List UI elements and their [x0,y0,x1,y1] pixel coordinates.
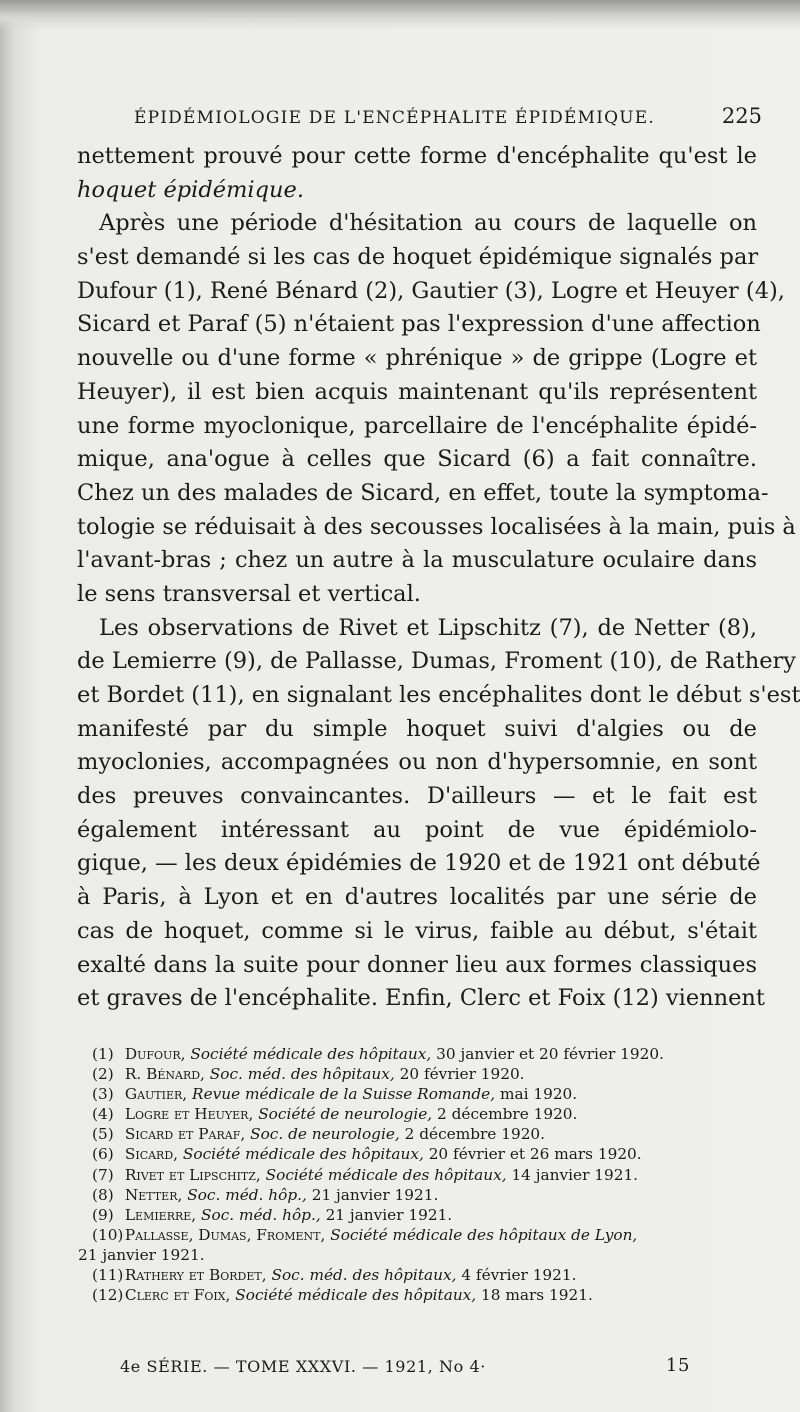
footnote [78,1104,760,1124]
footnote-continuation [78,1245,760,1265]
text-line: Heuyer), il est bien acquis maintenant qu'ils représentent [77,378,757,405]
footnote-author: Gautier, [124,1085,188,1104]
footnote-author: Dufour, [124,1045,186,1063]
footnote-number: (12) [92,1286,124,1305]
footnote [78,1044,760,1064]
footnote-date: 20 février et 26 mars 1920. [428,1145,642,1164]
text-line: l'avant-bras ; chez un autre à la musculature oculaire dans [77,547,757,574]
footnote [78,1084,760,1104]
footnote [78,1185,760,1205]
text-line: une forme myoclonique, parcellaire de l'encéphalite épidé- [77,412,757,439]
footnote-date: 2 décembre 1920. [404,1125,546,1144]
body-text [77,140,800,1016]
footnote-author: Lemierre, [124,1205,197,1224]
series-info: 4e SÉRIE. — TOME XXXVI. — 1921, No 4· [120,1357,486,1376]
footnote-date: 18 mars 1921. [481,1286,593,1305]
footnote [78,1144,760,1164]
footnote-author: Sicard, [124,1145,179,1164]
footnote-author: Netter, [124,1185,183,1204]
text-line: et graves de l'encéphalite. Enfin, Clerc et Foix (12) viennent [77,985,765,1012]
footnote-author: Pallasse, Dumas, Froment, [124,1225,326,1244]
footnote-date: 2 décembre 1920. [437,1105,578,1124]
footnote-number: (9) [92,1205,114,1224]
text-line: des preuves convaincantes. D'ailleurs — et le fait est [77,783,757,810]
text-line: à Paris, à Lyon et en d'autres localités par une série de [77,884,757,911]
footnote-date: 30 janvier et 20 février 1920. [436,1045,664,1063]
footnote-author: Logre et Heuyer, [124,1105,254,1124]
text-line: nettement prouvé pour cette forme d'encéphalite qu'est le [77,143,757,169]
footnote-author: Sicard et Paraf, [124,1125,246,1144]
page-number: 225 [721,104,762,128]
running-title: ÉPIDÉMIOLOGIE DE L'ENCÉPHALITE ÉPIDÉMIQUE. [134,108,656,128]
footnote-source: Soc. méd. des hôpitaux, [271,1266,457,1285]
text-line: hoquet épidémique. [77,176,304,203]
footnote-number: (11) [92,1266,124,1285]
footnote-source: Revue médicale de la Suisse Romande, [192,1085,496,1104]
text-line: Dufour (1), René Bénard (2), Gautier (3), Logre et Heuyer (4), [77,277,785,304]
footnote-source: Soc. méd. hôp., [201,1205,321,1224]
footnote-author: R. Bénard, [124,1065,205,1084]
footnote-source: Société de neurologie, [258,1105,433,1124]
text-line: Les observations de Rivet et Lipschitz (7), de Netter (8), [99,614,757,641]
footnote [78,1124,760,1144]
footnote [78,1064,760,1084]
text-line: nouvelle ou d'une forme « phrénique » de grippe (Logre et [77,345,757,372]
text-line: gique, — les deux épidémies de 1920 et de 1921 ont débuté [77,850,761,877]
footnote-date: 4 février 1921. [461,1266,577,1285]
footnote-source: Soc. de neurologie, [250,1125,400,1144]
text-line: myoclonies, accompagnées ou non d'hypersomnie, en sont [77,749,757,776]
footnote-date: 20 février 1920. [399,1065,525,1084]
footnote-source: Société médicale des hôpitaux, [182,1145,424,1164]
footnote [78,1265,760,1285]
footnote [78,1205,760,1225]
text-line: s'est demandé si les cas de hoquet épidémique signalés par [77,244,759,271]
footnote [78,1225,760,1245]
footnote-author: Rathery et Bordet, [124,1266,267,1285]
footnote-date: 21 janvier 1921. [311,1185,439,1204]
footnote-source: Société médicale des hôpitaux, [265,1165,507,1184]
text-line: de Lemierre (9), de Pallasse, Dumas, Froment (10), de Rathery [77,648,796,675]
text-line: Après une période d'hésitation au cours de laquelle on [99,210,757,237]
text-line: Sicard et Paraf (5) n'étaient pas l'expression d'une affection [77,311,761,338]
footnotes [78,1044,760,1305]
footnote-date: 14 janvier 1921. [511,1165,639,1184]
text-line: tologie se réduisait à des secousses localisées à la main, puis à [77,513,796,540]
footnote-date: 21 janvier 1921. [78,1245,205,1264]
footnote-source: Société médicale des hôpitaux, [235,1286,477,1305]
footnote-date: mai 1920. [499,1085,578,1104]
footnote-number: (3) [92,1085,114,1104]
footnote-number: (7) [92,1165,114,1184]
footnote-source: Soc. méd. hôp., [187,1185,307,1204]
footnote-source: Société médicale des hôpitaux de Lyon, [330,1225,638,1244]
footnote-number: (6) [92,1145,114,1164]
text-line: manifesté par du simple hoquet suivi d'algies ou de [77,715,757,742]
footnote-author: Clerc et Foix, [124,1286,231,1305]
signature-mark: 15 [665,1355,690,1376]
footnote [78,1285,760,1305]
text-line: également intéressant au point de vue épidémiolo- [77,816,757,843]
footnote-source: Société médicale des hôpitaux, [190,1045,432,1063]
running-head [120,104,760,134]
footnote-author: Rivet et Lipschitz, [124,1165,261,1184]
footnote-number: (8) [92,1185,114,1204]
footnote-number: (10) [92,1225,124,1244]
footnote-number: (4) [92,1105,114,1124]
footnote-date: 21 janvier 1921. [325,1205,453,1224]
footnote-number: (2) [92,1065,114,1084]
text-line: et Bordet (11), en signalant les encéphalites dont le début s'est [77,682,800,708]
footnote-source: Soc. méd. des hôpitaux, [209,1065,395,1084]
footnote [78,1165,760,1185]
scan-shadow [0,0,800,30]
footnote-number: (5) [92,1125,114,1144]
text-line: mique, ana'ogue à celles que Sicard (6) a fait connaître. [77,446,757,473]
text-line: cas de hoquet, comme si le virus, faible au début, s'était [77,917,757,944]
text-line: le sens transversal et vertical. [77,580,421,607]
text-line: exalté dans la suite pour donner lieu aux formes classiques [77,951,757,978]
text-line: Chez un des malades de Sicard, en effet, toute la symptoma- [77,479,769,506]
page-footer [120,1353,690,1383]
footnote-number: (1) [92,1045,114,1063]
